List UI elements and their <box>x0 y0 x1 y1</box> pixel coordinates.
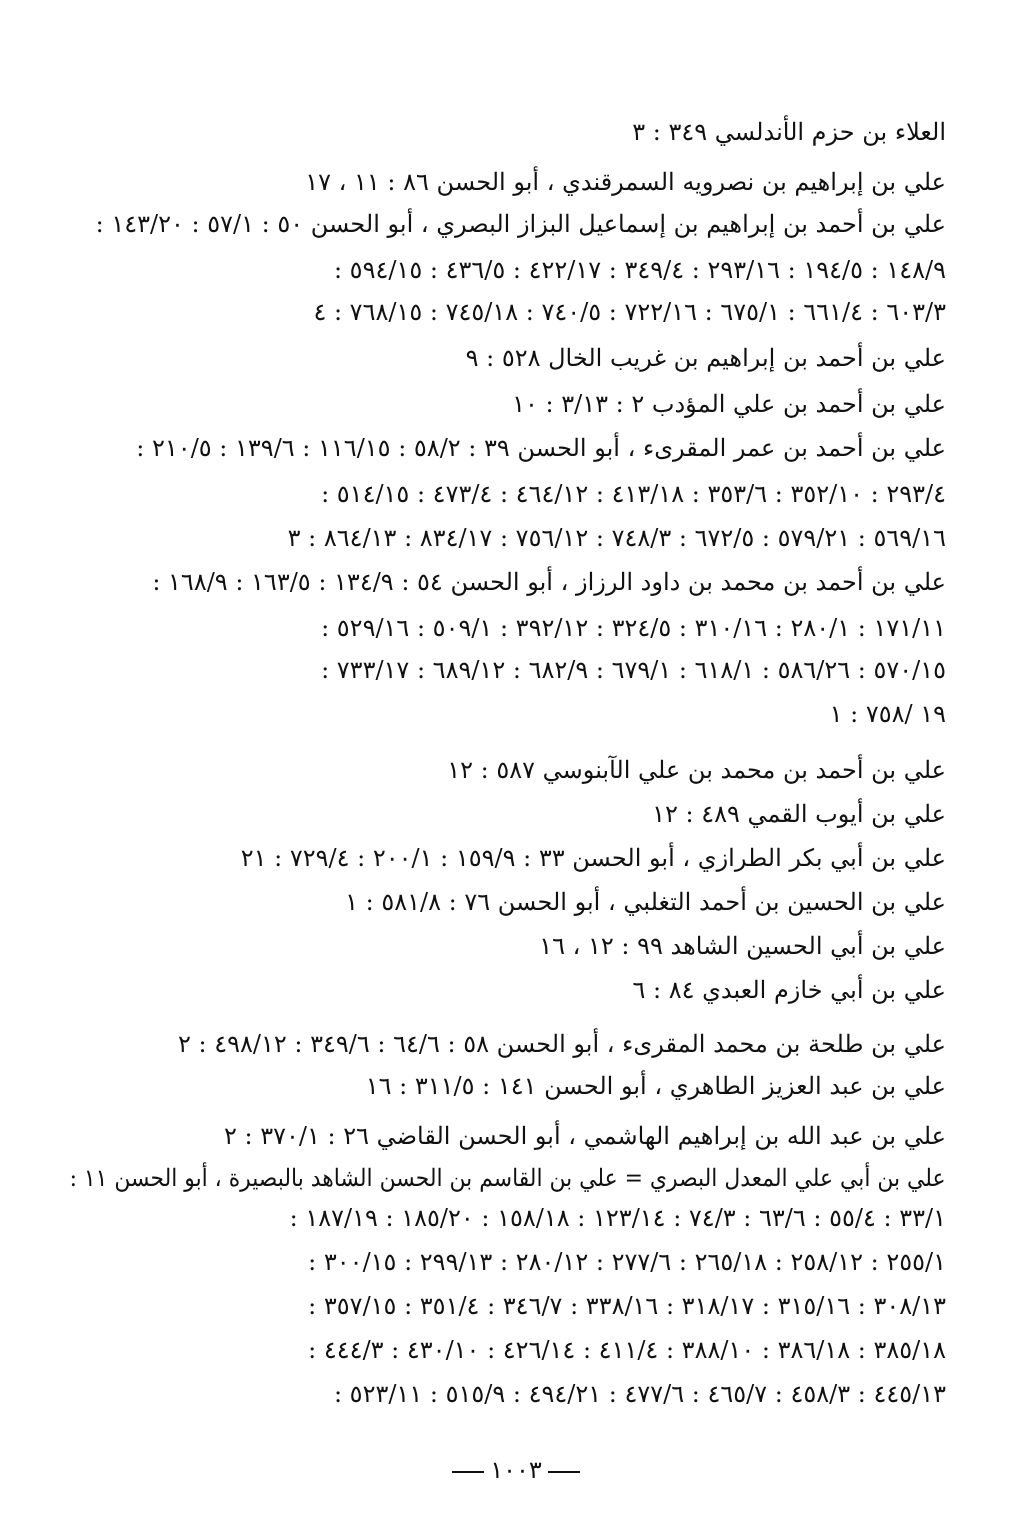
page-number: ١٠٠٣ <box>490 1456 542 1484</box>
index-line: ٣٠٨/١٣ : ٣١٥/١٦ : ٣١٨/١٧ : ٣٣٨/١٦ : ٣٤٦/٧ : ٣٥١/٤ : ٣٥٧/١٥ : <box>308 1292 946 1320</box>
page-number-footer <box>0 1452 1032 1488</box>
footer-dash <box>548 1471 580 1473</box>
index-line: علي بن أبي علي المعدل البصري = علي بن القاسم بن الحسن الشاهد بالبصيرة ، أبو الحسن ١١ : <box>70 1164 946 1192</box>
index-line: ٣٣/١ : ٥٥/٤ : ٦٣/٦ : ٧٤/٣ : ١٢٣/١٤ : ١٥٨/١٨ : ١٨٥/٢٠ : ١٨٧/١٩ : <box>289 1204 946 1232</box>
footer-dash <box>452 1471 484 1473</box>
index-line: علي بن عبد الله بن إبراهيم الهاشمي ، أبو الحسن القاضي ٢٦ : ٣٧٠/١ : ٢ <box>224 1122 946 1150</box>
index-line: علي بن أيوب القمي ٤٨٩ : ١٢ <box>652 800 946 828</box>
index-line: علي بن أحمد بن محمد بن داود الرزاز ، أبو الحسن ٥٤ : ١٣٤/٩ : ١٦٣/٥ : ١٦٨/٩ : <box>152 568 946 596</box>
index-line: ٢٥٥/١ : ٢٥٨/١٢ : ٢٦٥/١٨ : ٢٧٧/٦ : ٢٨٠/١٢ : ٢٩٩/١٣ : ٣٠٠/١٥ : <box>308 1248 946 1276</box>
index-line: ٦٠٣/٣ : ٦٦١/٤ : ٦٧٥/١ : ٧٢٢/١٦ : ٧٤٠/٥ : ٧٤٥/١٨ : ٧٦٨/١٥ : ٤ <box>313 298 946 326</box>
index-line: علي بن أبي خازم العبدي ٨٤ : ٦ <box>632 976 946 1004</box>
index-line: علي بن الحسين بن أحمد التغلبي ، أبو الحسن ٧٦ : ٥٨١/٨ : ١ <box>345 888 946 916</box>
index-line: العلاء بن حزم الأندلسي ٣٤٩ : ٣ <box>632 118 946 146</box>
index-line: علي بن عبد العزيز الطاهري ، أبو الحسن ١٤١ : ٣١١/٥ : ١٦ <box>365 1072 946 1100</box>
index-line: علي بن أحمد بن إبراهيم بن غريب الخال ٥٢٨ : ٩ <box>465 344 946 372</box>
index-line: علي بن أحمد بن محمد بن علي الآبنوسي ٥٨٧ : ١٢ <box>447 756 946 784</box>
index-line: ١٧١/١١ : ٢٨٠/١ : ٣١٠/١٦ : ٣٢٤/٥ : ٣٩٢/١٢ : ٥٠٩/١ : ٥٢٩/١٦ : <box>321 614 946 642</box>
index-line: ٥٦٩/١٦ : ٥٧٩/٢١ : ٦٧٢/٥ : ٧٤٨/٣ : ٧٥٦/١٢ : ٨٣٤/١٧ : ٨٦٤/١٣ : ٣ <box>287 524 946 552</box>
index-line: ٥٧٠/١٥ : ٥٨٦/٢٦ : ٦١٨/١ : ٦٧٩/١ : ٦٨٢/٩ : ٦٨٩/١٢ : ٧٣٣/١٧ : <box>321 656 946 684</box>
index-line: علي بن طلحة بن محمد المقرىء ، أبو الحسن ٥٨ : ٦٤/٦ : ٣٤٩/٦ : ٤٩٨/١٢ : ٢ <box>177 1030 946 1058</box>
index-line: ٣٨٥/١٨ : ٣٨٦/١٨ : ٣٨٨/١٠ : ٤١١/٤ : ٤٢٦/١٤ : ٤٣٠/١٠ : ٤٤٤/٣ : <box>308 1336 946 1364</box>
index-line: علي بن أبي بكر الطرازي ، أبو الحسن ٣٣ : ١٥٩/٩ : ٢٠٠/١ : ٧٢٩/٤ : ٢١ <box>240 844 946 872</box>
index-line: علي بن أحمد بن إبراهيم بن إسماعيل البزاز البصري ، أبو الحسن ٥٠ : ٥٧/١ : ١٤٣/٢٠ : <box>95 210 946 238</box>
index-line: علي بن أبي الحسين الشاهد ٩٩ : ١٢ ، ١٦ <box>539 932 946 960</box>
index-line: علي بن إبراهيم بن نصرويه السمرقندي ، أبو الحسن ٨٦ : ١١ ، ١٧ <box>305 168 946 196</box>
index-line: علي بن أحمد بن عمر المقرىء ، أبو الحسن ٣٩ : ٥٨/٢ : ١١٦/١٥ : ١٣٩/٦ : ٢١٠/٥ : <box>136 434 946 462</box>
index-line: علي بن أحمد بن علي المؤدب ٢ : ٣/١٣ : ١٠ <box>512 390 946 418</box>
index-line: ١٩ /٧٥٨ : ١ <box>829 700 946 728</box>
index-line: ٤٤٥/١٣ : ٤٥٨/٣ : ٤٦٥/٧ : ٤٧٧/٦ : ٤٩٤/٢١ : ٥١٥/٩ : ٥٢٣/١١ : <box>333 1380 946 1408</box>
index-line: ٢٩٣/٤ : ٣٥٢/١٠ : ٣٥٣/٦ : ٤١٣/١٨ : ٤٦٤/١٢ : ٤٧٣/٤ : ٥١٤/١٥ : <box>321 480 946 508</box>
index-line: ١٤٨/٩ : ١٩٤/٥ : ٢٩٣/١٦ : ٣٤٩/٤ : ٤٢٢/١٧ : ٤٣٦/٥ : ٥٩٤/١٥ : <box>333 256 946 284</box>
